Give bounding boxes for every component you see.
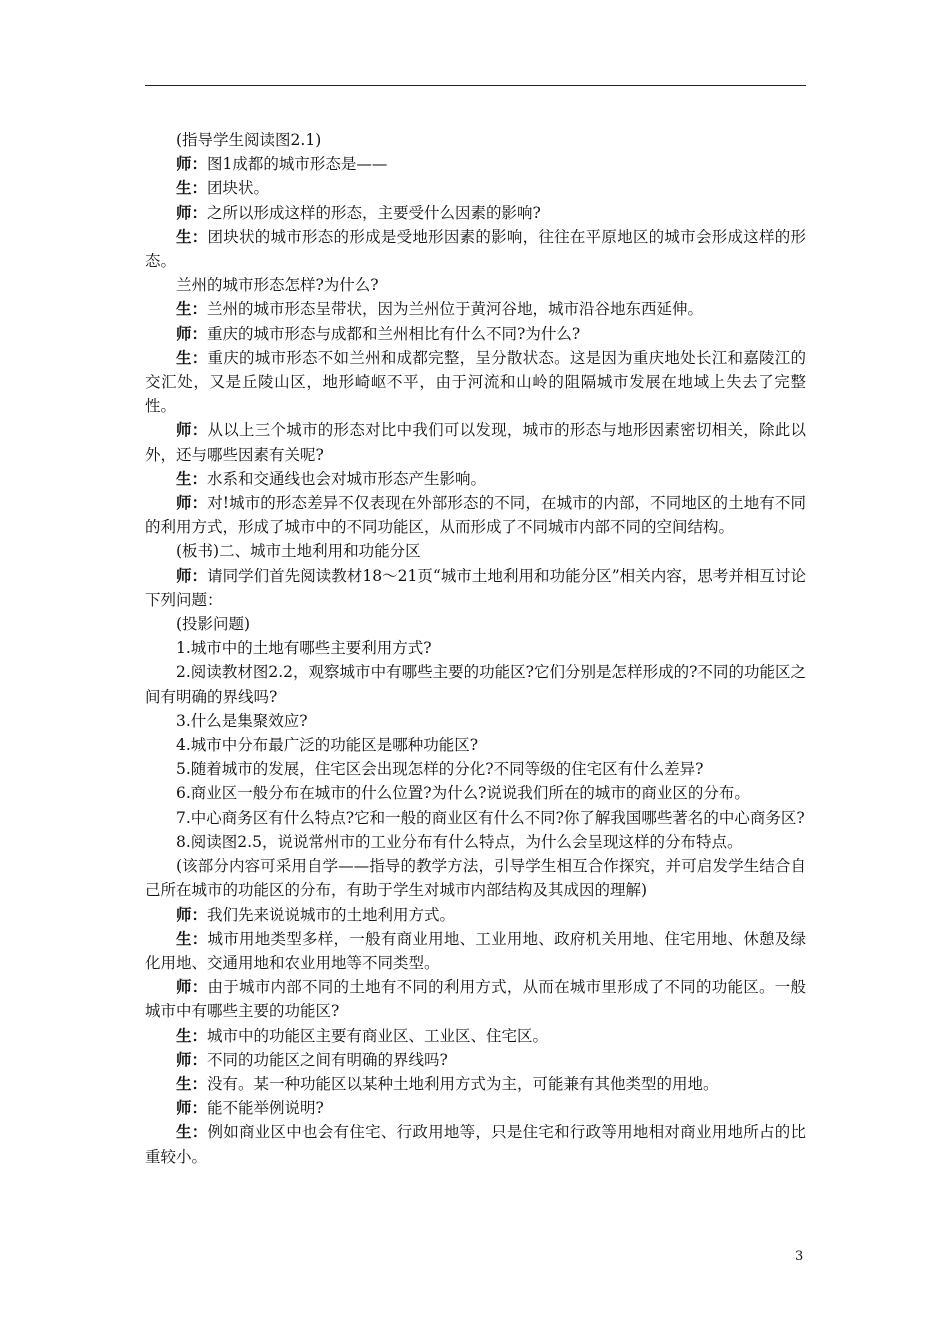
paragraph: [145, 1048, 806, 1072]
paragraph: [145, 176, 806, 200]
paragraph: [145, 128, 806, 152]
speaker-label: 师：: [176, 1098, 208, 1118]
speaker-label: 生：: [176, 226, 208, 246]
speaker-label: 生：: [176, 928, 208, 948]
paragraph-text: 团块状的城市形态的形成是受地形因素的影响，往往在平原地区的城市会形成这样的形态。: [145, 227, 806, 271]
paragraph-text: (板书)二、城市土地利用和功能分区: [176, 542, 421, 561]
paragraph-text: 7.中心商务区有什么特点?它和一般的商业区有什么不同?你了解我国哪些著名的中心商务区?: [176, 808, 805, 827]
paragraph-text: 5.随着城市的发展，住宅区会出现怎样的分化?不同等级的住宅区有什么差异?: [176, 760, 704, 779]
paragraph: [145, 757, 806, 781]
paragraph: [145, 273, 806, 297]
speaker-label: 生：: [176, 347, 208, 367]
page-number: 3: [795, 1249, 804, 1264]
paragraph-text: 请同学们首先阅读教材18～21页“城市土地利用和功能分区”相关内容，思考并相互讨论下列问题：: [145, 566, 806, 609]
speaker-label: 师：: [176, 1049, 208, 1069]
paragraph-text: 重庆的城市形态不如兰州和成都完整，呈分散状态。这是因为重庆地处长江和嘉陵江的交汇处，又是丘陵山区，地形崎岖不平，由于河流和山岭的阻隔城市发展在地域上失去了完整性。: [145, 348, 806, 416]
paragraph: [145, 830, 806, 854]
paragraph-text: 没有。某一种功能区以某种土地利用方式为主，可能兼有其他类型的用地。: [207, 1074, 719, 1093]
paragraph-text: 例如商业区中也会有住宅、行政用地等，只是住宅和行政等用地相对商业用地所占的比重较小。: [145, 1123, 806, 1166]
paragraph: [145, 418, 806, 466]
paragraph-text: 2.阅读教材图2.2，观察城市中有哪些主要的功能区?它们分别是怎样形成的?不同的功能区之间有明确的界线吗?: [145, 663, 806, 706]
paragraph: [145, 297, 806, 321]
paragraph: [145, 491, 806, 539]
paragraph: [145, 1096, 806, 1120]
paragraph: [145, 201, 806, 225]
paragraph-text: (该部分内容可采用自学——指导的教学方法，引导学生相互合作探究，并可启发学生结合自己所在城市的功能区的分布，有助于学生对城市内部结构及其成因的理解): [145, 857, 806, 900]
speaker-label: 生：: [176, 299, 208, 319]
paragraph-text: (指导学生阅读图2.1): [176, 131, 322, 149]
speaker-label: 生：: [176, 1122, 208, 1142]
paragraph: [145, 612, 806, 636]
paragraph: [145, 781, 806, 805]
paragraph-text: 由于城市内部不同的土地有不同的利用方式，从而在城市里形成了不同的功能区。一般城市中有哪些主要的功能区?: [145, 978, 806, 1021]
paragraph: [145, 806, 806, 830]
paragraph: [145, 539, 806, 563]
paragraph-text: 能不能举例说明?: [207, 1099, 324, 1118]
header-rule: [145, 85, 806, 86]
paragraph: [145, 1072, 806, 1096]
paragraph-text: 6.商业区一般分布在城市的什么位置?为什么?说说我们所在的城市的商业区的分布。: [176, 784, 750, 803]
paragraph-text: 之所以形成这样的形态，主要受什么因素的影响?: [207, 203, 541, 222]
paragraph: [145, 1120, 806, 1168]
paragraph-text: 兰州的城市形态呈带状，因为兰州位于黄河谷地，城市沿谷地东西延伸。: [207, 300, 704, 319]
paragraph-text: 从以上三个城市的形态对比中我们可以发现，城市的形态与地形因素密切相关，除此以外，还与哪些因素有关呢?: [145, 421, 806, 464]
paragraph: [145, 564, 806, 612]
paragraph-text: 不同的功能区之间有明确的界线吗?: [207, 1050, 448, 1069]
paragraph-text: 城市用地类型多样，一般有商业用地、工业用地、政府机关用地、住宅用地、休憩及绿化用地、交通用地和农业用地等不同类型。: [145, 929, 806, 972]
document-body: [145, 128, 806, 1169]
paragraph-text: 3.什么是集聚效应?: [176, 711, 308, 730]
speaker-label: 师：: [176, 202, 208, 222]
paragraph: [145, 660, 806, 708]
speaker-label: 师：: [176, 493, 208, 513]
paragraph: [145, 927, 806, 975]
paragraph: [145, 322, 806, 346]
paragraph-text: 城市中的功能区主要有商业区、工业区、住宅区。: [207, 1026, 549, 1045]
paragraph-text: 4.城市中分布最广泛的功能区是哪种功能区?: [176, 736, 479, 755]
speaker-label: 师：: [176, 977, 208, 997]
paragraph-text: 图1成都的城市形态是——: [207, 155, 388, 174]
paragraph: [145, 467, 806, 491]
paragraph-text: 8.阅读图2.5，说说常州市的工业分布有什么特点，为什么会呈现这样的分布特点。: [176, 832, 743, 851]
paragraph-text: (投影问题): [176, 615, 251, 634]
paragraph-text: 1.城市中的土地有哪些主要利用方式?: [176, 639, 432, 658]
paragraph-text: 我们先来说说城市的土地利用方式。: [207, 905, 456, 924]
paragraph: [145, 346, 806, 419]
speaker-label: 生：: [176, 1073, 208, 1093]
speaker-label: 师：: [176, 420, 208, 440]
speaker-label: 生：: [176, 1025, 208, 1045]
paragraph: [145, 903, 806, 927]
speaker-label: 生：: [176, 178, 208, 198]
paragraph-text: 水系和交通线也会对城市形态产生影响。: [207, 469, 487, 488]
paragraph: [145, 975, 806, 1023]
paragraph-text: 团块状。: [207, 179, 270, 198]
speaker-label: 师：: [176, 904, 208, 924]
paragraph: [145, 1024, 806, 1048]
paragraph-text: 重庆的城市形态与成都和兰州相比有什么不同?为什么?: [207, 324, 581, 343]
speaker-label: 师：: [176, 154, 208, 174]
paragraph: [145, 225, 806, 273]
paragraph-text: 对!城市的形态差异不仅表现在外部形态的不同，在城市的内部，不同地区的土地有不同的利用方式，形成了城市中的不同功能区，从而形成了不同城市内部不同的空间结构。: [145, 494, 806, 537]
speaker-label: 师：: [176, 565, 208, 585]
speaker-label: 师：: [176, 323, 208, 343]
speaker-label: 生：: [176, 468, 208, 488]
paragraph-text: 兰州的城市形态怎样?为什么?: [176, 276, 379, 295]
paragraph: [145, 709, 806, 733]
paragraph: [145, 636, 806, 660]
paragraph: [145, 733, 806, 757]
paragraph: [145, 152, 806, 176]
paragraph: [145, 854, 806, 902]
